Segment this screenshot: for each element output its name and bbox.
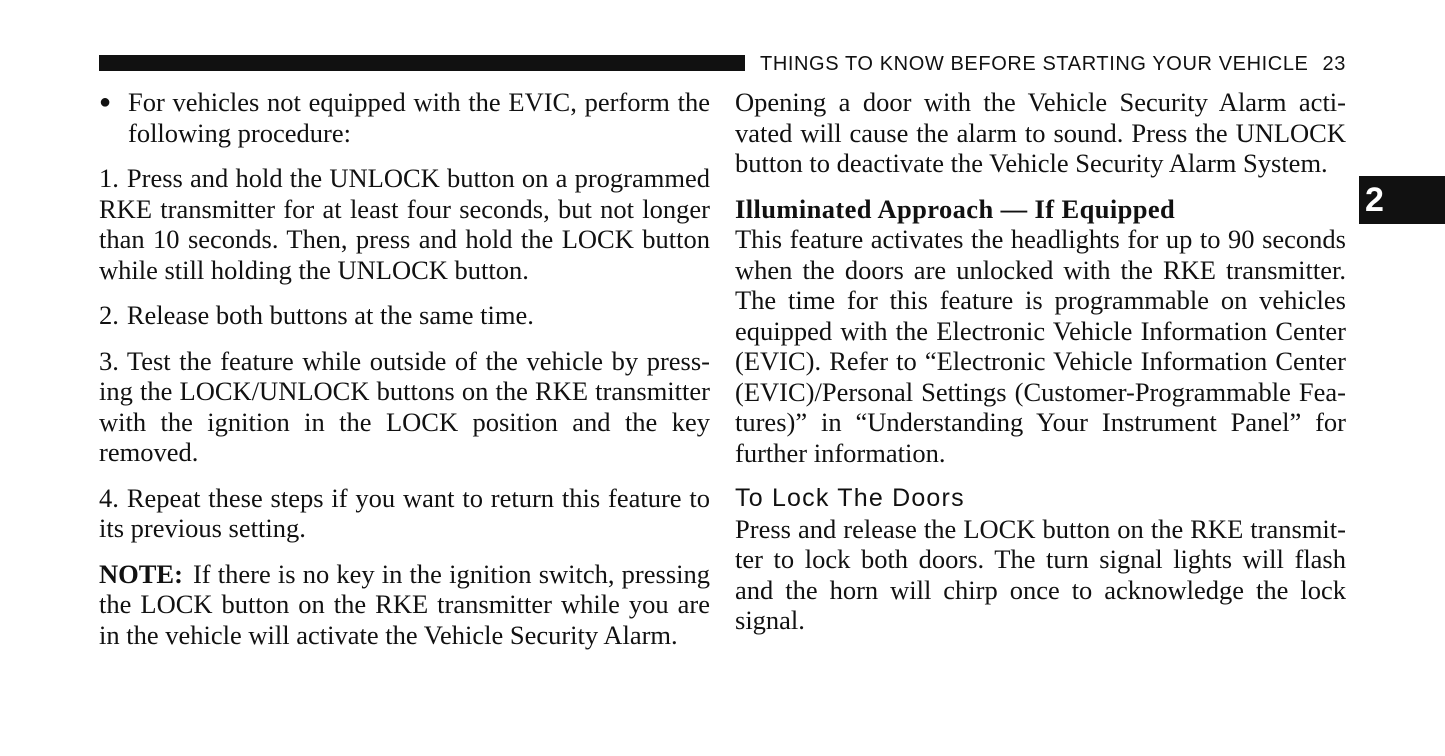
chapter-tab: 2 — [1359, 176, 1445, 224]
running-header — [760, 52, 1346, 76]
step-number: 1. — [99, 163, 119, 193]
step-text: Release both buttons at the same time. — [126, 300, 534, 330]
note-label: NOTE: — [99, 558, 183, 589]
step-4 — [99, 483, 710, 544]
left-column — [99, 87, 710, 650]
right-column — [735, 87, 1346, 636]
page-number: 23 — [1322, 53, 1346, 75]
subheading: To Lock The Doors — [735, 484, 965, 512]
bullet-text: For vehicles not equipped with the EVIC, perform the following procedure: — [128, 87, 710, 148]
step-text: Press and hold the UNLOCK button on a programmed RKE transmitter for at least four seconds, but not longer than 10 seconds. Then, press and hold the LOCK button while still holding the UNLOCK button. — [99, 163, 710, 285]
section-body: This feature activates the headlights for up to 90 seconds when the doors are unlocked with the RKE transmitter. The time for this feature is programmable on vehicles equipped with the Electronic Vehicle Information Center (EVIC). Refer to “Electronic Vehicle Information Center (EVIC)/Personal Settings (Customer-Programmable Features)” in “Understanding Your Instrument Panel” for further information. — [735, 224, 1346, 468]
note-text: If there is no key in the ignition switch, pressing the LOCK button on the RKE transmitter while you are in the vehicle will activate the Vehicle Security Alarm. — [99, 558, 710, 650]
bullet-dot-icon: ● — [99, 91, 112, 113]
step-number: 2. — [99, 300, 119, 330]
header-rule — [99, 55, 745, 71]
step-number: 4. — [99, 482, 119, 513]
step-text: Repeat these steps if you want to return this feature to its previous setting. — [99, 482, 710, 543]
subheading-body: Press and release the LOCK button on the RKE transmitter to lock both doors. The turn signal lights will flash and the horn will chirp once to acknowledge the lock signal. — [735, 513, 1346, 635]
intro-paragraph: Opening a door with the Vehicle Security Alarm activated will cause the alarm to sound. Press the UNLOCK button to deactivate the Vehicle Security Alarm System. — [735, 87, 1346, 178]
note — [99, 559, 710, 651]
step-text: Test the feature while outside of the vehicle by pressing the LOCK/UNLOCK buttons on the RKE transmitter with the ignition in the LOCK position and the key removed. — [99, 345, 710, 467]
bullet-item — [99, 87, 710, 148]
step-number: 3. — [99, 345, 119, 376]
step-1 — [99, 163, 710, 285]
step-2 — [99, 300, 710, 331]
running-title: THINGS TO KNOW BEFORE STARTING YOUR VEHICLE — [760, 53, 1309, 75]
step-3 — [99, 346, 710, 468]
section-heading: Illuminated Approach — If Equipped — [735, 193, 1176, 224]
